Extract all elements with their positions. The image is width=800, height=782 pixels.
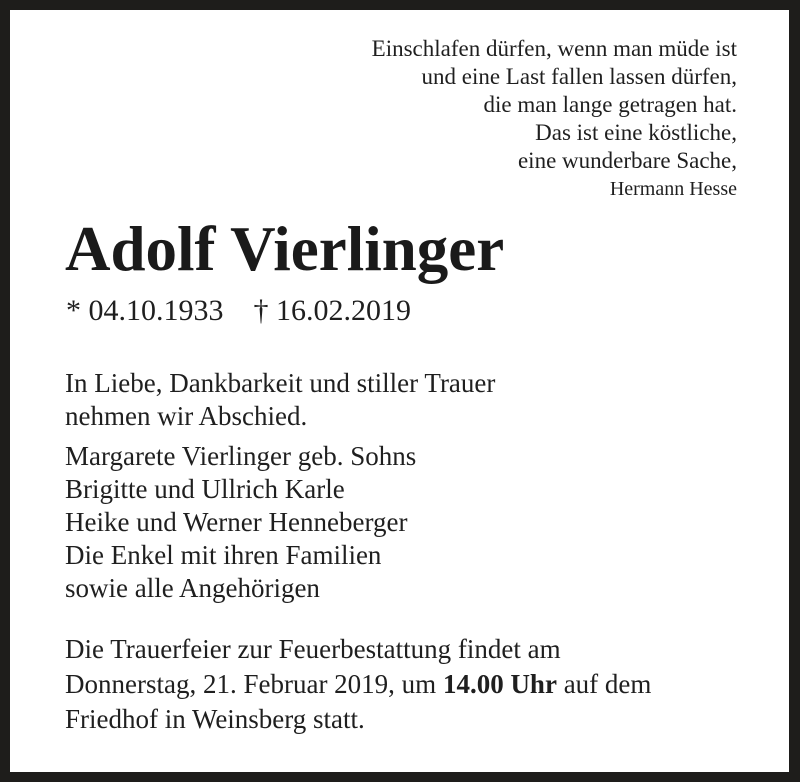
funeral-time: 14.00 Uhr <box>442 669 557 699</box>
funeral-details-line: Die Trauerfeier zur Feuerbestattung findet am <box>65 634 561 664</box>
epigraph-attribution: Hermann Hesse <box>609 178 737 200</box>
mourner-line: Margarete Vierlinger geb. Sohns <box>65 441 417 471</box>
birth-date: * 04.10.1933 <box>66 294 224 327</box>
condolence-intro-line: nehmen wir Abschied. <box>65 401 308 431</box>
mourners-list <box>65 440 416 605</box>
epigraph-line: Das ist eine köstliche, <box>535 120 737 145</box>
epigraph-line: eine wunderbare Sache, <box>517 148 737 173</box>
mourner-line: sowie alle Angehörigen <box>65 573 320 603</box>
mourner-line: Brigitte und Ullrich Karle <box>65 474 345 504</box>
funeral-details-line <box>65 667 651 702</box>
mourner-line: Die Enkel mit ihren Familien <box>65 540 382 570</box>
condolence-intro <box>65 367 495 433</box>
funeral-details <box>65 632 651 737</box>
mourner-line: Heike und Werner Henneberger <box>65 507 408 537</box>
funeral-details-line: Friedhof in Weinsberg statt. <box>65 704 365 734</box>
epigraph <box>372 35 737 204</box>
funeral-date-text: Donnerstag, 21. Februar 2019, um <box>65 669 443 699</box>
life-dates <box>66 293 411 329</box>
obituary-card <box>10 10 789 772</box>
funeral-place-text: auf dem <box>556 669 652 699</box>
death-date: † 16.02.2019 <box>253 294 411 327</box>
epigraph-line: die man lange getragen hat. <box>483 92 737 117</box>
epigraph-line: Einschlafen dürfen, wenn man müde ist <box>371 36 737 61</box>
condolence-intro-line: In Liebe, Dankbarkeit und stiller Trauer <box>65 368 496 398</box>
epigraph-line: und eine Last fallen lassen dürfen, <box>421 64 737 89</box>
deceased-name: Adolf Vierlinger <box>65 214 505 284</box>
